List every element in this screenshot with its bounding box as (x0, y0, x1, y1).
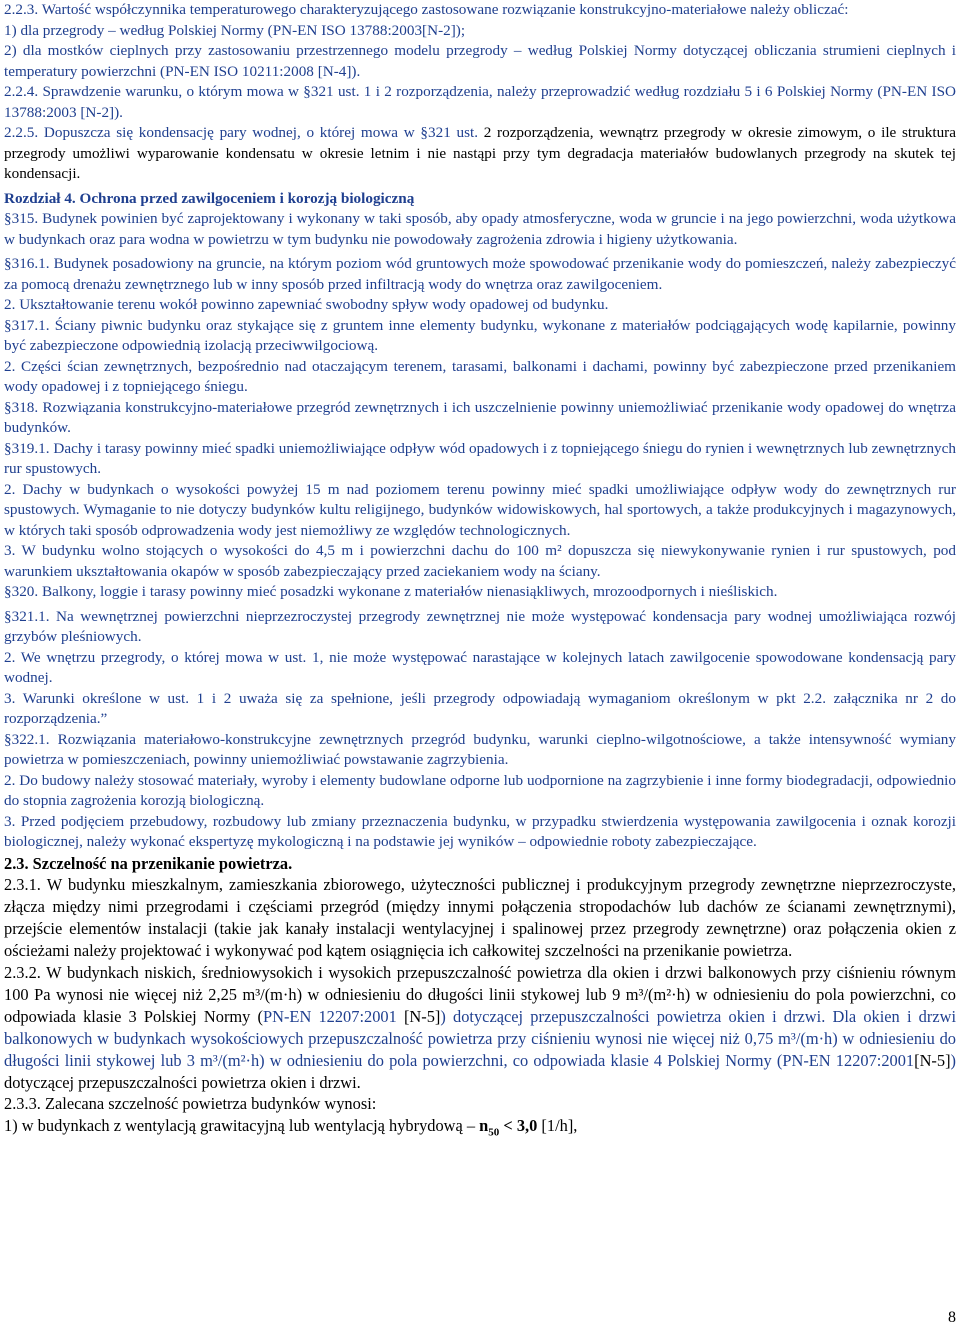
norm-ref-n2-b: [N-2]). (76, 103, 123, 121)
symbol-n-subscript: 50 (488, 1126, 500, 1139)
norm-ref-13788-b: PN-EN ISO 13788:2003 (4, 83, 956, 121)
section-316-2: 2. Ukształtowanie terenu wokół powinno zapewniać swobodny spływ wody opadowej od budynku. (4, 296, 609, 313)
text-2-2-4: 1 i 2 rozporządzenia, należy przeprowadzić według rozdziału 5 i 6 Polskiej Normy ( (359, 83, 883, 100)
text-2-2-5-lead: 2.2.5. Dopuszcza się kondensację pary wodnej, o której mowa w §321 ust. (4, 124, 479, 141)
section-322-2: 2. Do budowy należy stosować materiały, wyroby i elementy budowlane odporne lub uodpornione na zagrzybienie i inne formy biodegradacji, odpowiednio do stopnia zagrożenia korozją biologiczną. (4, 771, 956, 809)
section-320: §320. Balkony, loggie i tarasy powinny mieć posadzki wykonane z materiałów nienasiąkliwych, mrozoodpornych i nieśliskich. (4, 583, 778, 600)
section-319-3: 3. W budynku wolno stojących o wysokości do 4,5 m i powierzchni dachu do 100 m² dopuszcza się niewykonywanie rynien i rur spustowych, pod warunkiem ukształtowania okapów w sposób zabezpieczający przed zaciekaniem wody na ściany. (4, 542, 956, 580)
text-2-2-5: 2 rozporządzenia, wewnątrz przegrody w okresie zimowym, o ile struktura przegrody umożliwi wyparowanie kondensatu w okresie letnim i nie nastąpi przy tym degradacja materiałów budowlanych przegrody na skutek tej kondensacji. (4, 124, 956, 182)
section-317-1: §317.1. Ściany piwnic budynku oraz stykające się z gruntem inne elementy budynku, wykonane z materiałów podciągających wodę kapilarnie, powinny być zabezpieczone odpowiednią izolacją przeciwwilgociową. (4, 316, 956, 354)
text-2-3-2-b: ) dotyczącej przepuszczalności powietrza okien i drzwi. Dla okien i drzwi balkonowych w budynkach wysokościowych przepuszczalność powietrza przy ciśnieniu wynosi nie więcej niż 0,75 m³/(m·h) w odniesieniu do długości linii stykowej lub 3 m³/(m²·h) w odniesieniu do pola powierzchni, co odpowiada klasie 4 Polskiej Normy (4, 1006, 957, 1070)
section-319-1: §319.1. Dachy i tarasy powinny mieć spadki uniemożliwiające odpływ wód opadowych i z topniejącego śniegu do rynien i wewnętrznych lub zewnętrznych rur spustowych. (4, 439, 956, 477)
document-page (4, 0, 956, 1145)
section-316-1: §316.1. Budynek posadowiony na gruncie, na którym poziom wód gruntowych może spowodować przenikanie wody do pomieszczeń, należy zabezpieczyć za pomocą drenażu zewnętrznego lub w inny sposób przed infiltracją wody do wnętrza oraz zawilgoceniem. (4, 255, 956, 293)
section-322-3: 3. Przed podjęciem przebudowy, rozbudowy lub zmiany przeznaczenia budynku, w przypadku stwierdzenia występowania zawilgocenia i oznak korozji biologicznej, należy wykonać ekspertyzę mykologiczną i na podstawie jej wyników – odpowiednie roboty zabezpieczające. (4, 812, 956, 850)
closing-paren: ) (950, 1050, 957, 1070)
norm-ref-n4: [N-4]). (313, 62, 361, 80)
unit-1-h: [1/h], (537, 1116, 578, 1136)
section-315: §315. Budynek powinien być zaprojektowany i wykonany w taki sposób, aby opady atmosferyczne, woda w gruncie i na jego powierzchni, woda użytkowa w budynkach oraz para wodna w powietrzu w tym budynku nie powodowały zagrożenia zdrowia i higieny użytkowania. (4, 210, 956, 248)
text-2-3-2-c: dotyczącej przepuszczalności powietrza okien i drzwi. (4, 1072, 361, 1092)
norm-ref-12207-b: (PN-EN 12207:2001 (776, 1050, 915, 1070)
paragraph-2-2-5 (4, 123, 956, 185)
section-2-3-heading: 2.3. Szczelność na przenikanie powietrza. (4, 853, 293, 873)
paragraph-2-3-3: 2.3.3. Zalecana szczelność powietrza budynków wynosi: (4, 1094, 377, 1114)
section-318: §318. Rozwiązania konstrukcyjno-materiałowe przegród zewnętrznych i ich uszczelnienie powinny uniemożliwiać przenikanie wody opadowej do wnętrza budynków. (4, 398, 956, 436)
section-322-1: §322.1. Rozwiązania materiałowo-konstrukcyjne zewnętrznych przegród budynku, warunki cieplno-wilgotnościowe, a także intensywność wymiany powietrza w pomieszczeniach, powinny uniemożliwiać powstawanie zagrzybienia. (4, 730, 956, 768)
norm-ref-n5: [N-5] (396, 1006, 441, 1026)
list-item-1 (4, 1115, 956, 1144)
list-item-1-text: 1) w budynkach z wentylacją grawitacyjną lub wentylacją hybrydową – (4, 1116, 480, 1136)
norm-ref-n5-b: [N-5] (914, 1050, 951, 1070)
text-2-2-3: 2.2.3. Wartość współczynnika temperaturowego charakteryzującego zastosowane rozwiązanie konstrukcyjno-materiałowe należy obliczać: (4, 1, 849, 18)
paragraph-2-3-2 (4, 962, 956, 1093)
symbol-n: n (479, 1116, 489, 1136)
text-2-2-3-item2: 2) dla mostków cieplnych przy zastosowaniu przestrzennego modelu przegrody – według Polskiej Normy dotyczącej obliczania strumieni cieplnych i temperatury powierzchni ( (4, 42, 956, 80)
text-2-2-3-item1: 1) dla przegrody – według Polskiej Normy ( (4, 21, 273, 39)
section-321-1: §321.1. Na wewnętrznej powierzchni nieprzezroczystej przegrody zewnętrznej nie może występować kondensacja pary wodnej umożliwiająca rozwój grzybów pleśniowych. (4, 607, 956, 645)
norm-ref-12207: PN-EN 12207:2001 (263, 1006, 397, 1026)
chapter-heading: Rozdział 4. Ochrona przed zawilgoceniem i korozją biologiczną (4, 189, 415, 207)
section-321-2: 2. We wnętrzu przegrody, o której mowa w ust. 1, nie może występować narastające w kolejnych latach zawilgocenie spowodowane kondensacją pary wodnej. (4, 648, 956, 686)
section-317-2: 2. Części ścian zewnętrznych, bezpośrednio nad otaczającym terenem, tarasami, balkonami i dachami, powinny być zabezpieczone przed przenikaniem wody opadowej i z topniejącego śniegu. (4, 357, 956, 395)
text-2-3-2-a: 2.3.2. W budynkach niskich, średniowysokich i wysokich przepuszczalność powietrza dla okien i drzwi balkonowych przy ciśnieniu równym 100 Pa wynosi nie więcej niż 2,25 m³/(m·h) w odniesieniu do długości linii stykowej lub 9 m³/(m²·h) w odniesieniu do pola powierzchni, co odpowiada klasie 3 Polskiej Normy ( (4, 963, 956, 1026)
paragraph-2-2-4 (4, 82, 956, 123)
section-319-2: 2. Dachy w budynkach o wysokości powyżej 15 m nad poziomem terenu powinny mieć spadki umożliwiające odpływ wody do zewnętrznych rur spustowych. Wymaganie to nie dotyczy budynków kultu religijnego, budynków widowiskowych, hal sportowych, a także produkcyjnych i magazynowych, w których taki sposób odprowadzenia wody jest niemożliwy ze względów technologicznych. (4, 480, 956, 539)
page-number: 8 (948, 1309, 956, 1326)
paragraph-2-3-1: 2.3.1. W budynku mieszkalnym, zamieszkania zbiorowego, użyteczności publicznej i produkcyjnym przegrody zewnętrzne nieprzezroczyste, złącza między nimi przegrodami i częściami przegród (między innymi połączenia stropodachów lub dachów ze ścianami zewnętrznymi), przejście elementów instalacji (takie jak kanały instalacji wentylacyjnej i spalinowej przez przegrody zewnętrzne) oraz połączenia okien z ościeżami należy projektować i wykonywać pod kątem osiągnięcia ich całkowitej szczelności na przenikanie powietrza. (4, 875, 956, 961)
text-2-2-4-lead: 2.2.4. Sprawdzenie warunku, o którym mowa w §321 ust. (4, 83, 360, 100)
norm-ref-10211: PN-EN ISO 10211:2008 (165, 62, 314, 80)
norm-ref-n2: [N-2]); (422, 21, 466, 39)
paragraph-2-2-3 (4, 0, 956, 82)
value-3-0: < 3,0 (499, 1116, 538, 1136)
section-321-3: 3. Warunki określone w ust. 1 i 2 uważa się za spełnione, jeśli przegrody odpowiadają wymaganiom określonym w pkt 2.2. załącznika nr 2 do rozporządzenia.” (4, 689, 956, 727)
norm-ref-13788: PN-EN ISO 13788:2003 (272, 21, 423, 39)
